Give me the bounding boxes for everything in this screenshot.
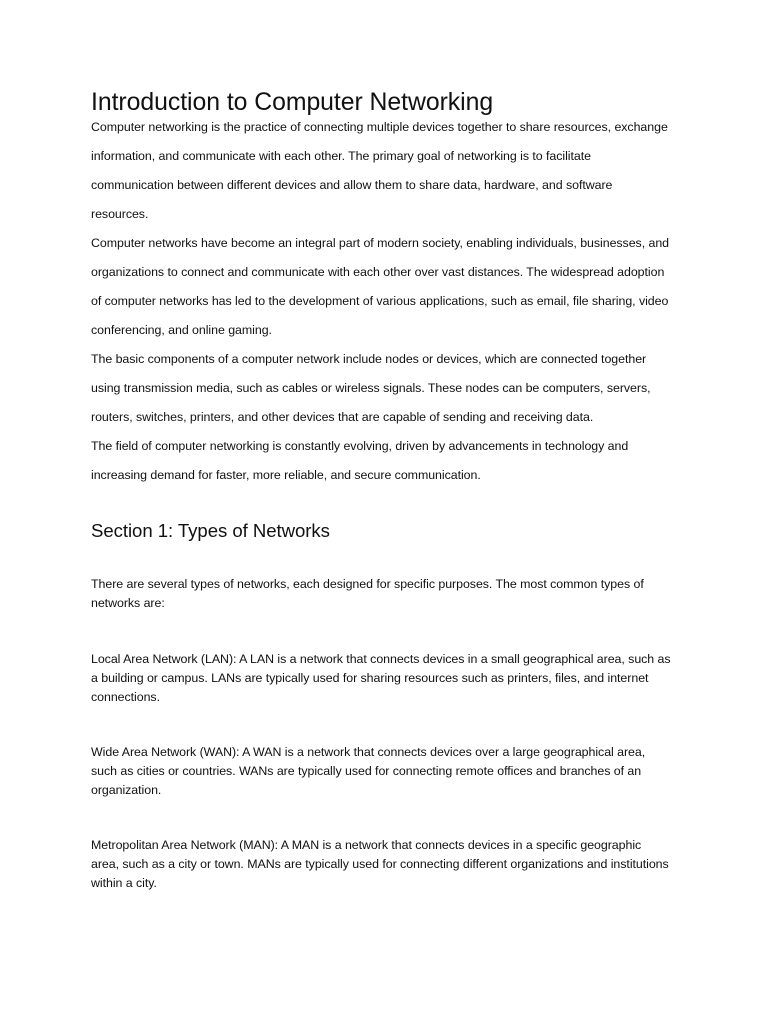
network-type-lan: Local Area Network (LAN): A LAN is a network that connects devices in a small geographical area, such as a building or campus. LANs are typically used for sharing resources such as printers, files, and internet connections.: [91, 652, 671, 704]
section-1-heading: Section 1: Types of Networks: [91, 520, 330, 541]
intro-paragraph-1: Computer networking is the practice of connecting multiple devices together to share resources, exchange information, and communicate with each other. The primary goal of networking is to facilitate communication between different devices and allow them to share data, hardware, and software resources.: [91, 120, 668, 221]
document-body: [91, 89, 671, 893]
intro-paragraph-4: The field of computer networking is constantly evolving, driven by advancements in technology and increasing demand for faster, more reliable, and secure communication.: [91, 439, 629, 482]
intro-paragraph-2: Computer networks have become an integral part of modern society, enabling individuals, businesses, and organizations to connect and communicate with each other over vast distances. The widespread adoption of computer networks has led to the development of various applications, such as email, file sharing, video conferencing, and online gaming.: [91, 236, 669, 337]
document-title: Introduction to Computer Networking: [91, 89, 494, 116]
network-type-man: Metropolitan Area Network (MAN): A MAN is a network that connects devices in a specific geographic area, such as a city or town. MANs are typically used for connecting different organizations and institutions within a city.: [91, 838, 669, 890]
section-1-intro: There are several types of networks, each designed for specific purposes. The most common types of networks are:: [91, 577, 644, 610]
network-type-wan: Wide Area Network (WAN): A WAN is a network that connects devices over a large geographical area, such as cities or countries. WANs are typically used for connecting remote offices and branches of an organization.: [91, 745, 646, 797]
intro-paragraph-3: The basic components of a computer network include nodes or devices, which are connected together using transmission media, such as cables or wireless signals. These nodes can be computers, servers, routers, switches, printers, and other devices that are capable of sending and receiving data.: [91, 352, 651, 424]
